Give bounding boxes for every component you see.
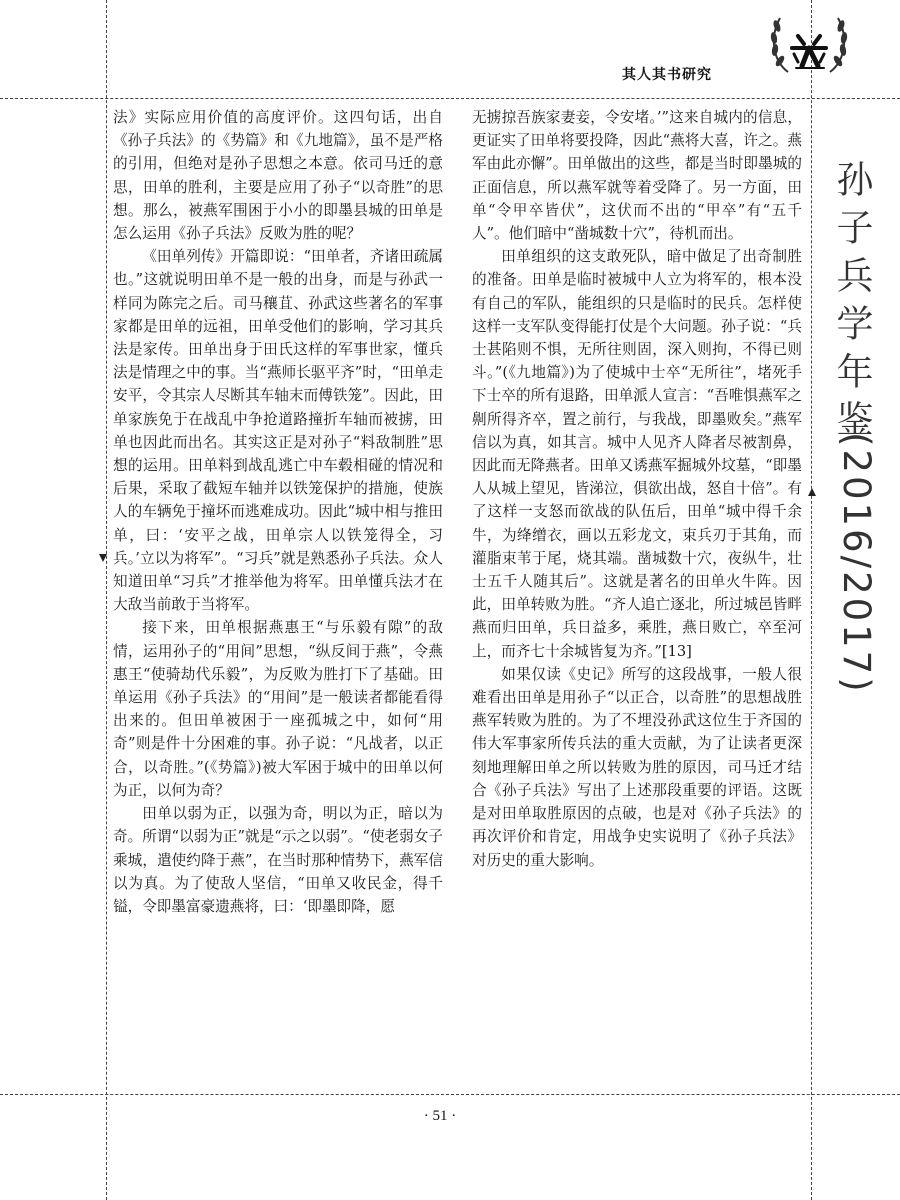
paragraph: 如果仅读《史记》所写的这段战事，一般人很难看出田单是用孙子“以正合，以奇胜”的思想战胜燕军转败为胜的。为了不埋没孙武这位生于齐国的伟大军事家所传兵法的重大贡献，为了让读者更深刻地理解田单之所以转败为胜的原因，司马迁才结合《孙子兵法》写出了上述那段重要的评语。这既是对田单取胜原因的点破，也是对《孙子兵法》的再次评价和肯定，用战争史实说明了《孙子兵法》对历史的重大影响。 [472, 665, 802, 869]
page-number: · 51 · [423, 1108, 457, 1124]
down-triangle-icon [99, 554, 107, 562]
paragraph: 《田单列传》开篇即说：“田单者，齐诸田疏属也。”这就说明田单不是一般的出身，而是与孙武一样同为陈完之后。司马穰苴、孙武这些著名的军事家都是田单的远祖，田单受他们的影响，学习其兵法是家传。田单出身于田氏这样的军事世家，懂兵法是情理之中的事。当“燕师长驱平齐”时，“田单走安平，令其宗人尽断其车轴末而傅铁笼”。因此，田单家族免于在战乱中争抢道路撞折车轴而被掳，田单也因此而出名。其实这正是对孙子“料敌制胜”思想的运用。田单料到战乱逃亡中车毂相碰的情况和后果，采取了截短车轴并以铁笼保护的措施，使族人的车辆免于撞坏而逃难成功。因此“城中相与推田单，曰：‘安平之战，田单宗人以铁笼得全，习兵。’立以为将军”。“习兵”就是熟悉孙子兵法。众人知道田单“习兵”才推举他为将军。田单懂兵法才在大敌当前敢于当将军。 [113, 248, 443, 614]
left-margin-line [106, 0, 107, 1200]
side-book-title: 孙子兵学年鉴 [830, 160, 873, 448]
up-triangle-icon [808, 488, 816, 496]
paragraph: 法》实际应用价值的高度评价。这四句话，出自《孙子兵法》的《势篇》和《九地篇》，虽不是严格的引用，但绝对是孙子思想之本意。依司马迁的意思，田单的胜利，主要是应用了孙子“以奇胜”的思想。那么，被燕军围困于小小的即墨县城的田单是怎么运用《孙子兵法》反败为胜的呢？ [113, 109, 443, 243]
paragraph: 田单组织的这支敢死队，暗中做足了出奇制胜的准备。田单是临时被城中人立为将军的，根本没有自己的军队，能组织的只是临时的民兵。怎样使这样一支军队变得能打仗是个大问题。孙子说：“兵士甚陷则不惧，无所往则固，深入则拘，不得已则斗。”(《九地篇》)为了使城中士卒“无所往”，堵死手下士卒的所有退路，田单派人宣言：“吾唯惧燕军之劓所得齐卒，置之前行，与我战，即墨败矣。”燕军信以为真，如其言。城中人见齐人降者尽被割鼻，因此而无降燕者。田单又诱燕军掘城外坟墓，“即墨人从城上望见，皆涕泣，俱欲出战，怒自十倍”。有了这样一支怒而欲战的队伍后，田单“城中得千余牛，为绛缯衣，画以五彩龙文，束兵刃于其角，而灌脂束苇于尾，烧其端。凿城数十穴，夜纵牛，壮士五千人随其后”。这就是著名的田单火牛阵。因此，田单转败为胜。“齐人追亡逐北，所过城邑皆畔燕而归田单，兵日益多，乘胜，燕日败亡，卒至河上，而齐七十余城皆复为齐。”[13] [472, 248, 802, 660]
left-column [113, 106, 443, 918]
right-margin-line [811, 0, 812, 1200]
journal-emblem-icon [768, 6, 850, 86]
bottom-margin-line [0, 1094, 900, 1095]
paragraph: 田单以弱为正，以强为奇，明以为正，暗以为奇。所谓“以弱为正”就是“示之以弱”。“使老弱女子乘城，遣使约降于燕”，在当时那种情势下，燕军信以为真。为了使敌人坚信，“田单又收民金，得千镒，令即墨富豪遗燕将，曰：‘即墨即降，愿 [113, 805, 443, 915]
side-year: (2016/2017) [835, 432, 878, 695]
paragraph: 无掳掠吾族家妻妾，令安堵。’”这来自城内的信息，更证实了田单将要投降，因此“燕将大喜，许之。燕军由此亦懈”。田单做出的这些，都是当时即墨城的正面信息，所以燕军就等着受降了。另一方面，田单“令甲卒皆伏”，这伏而不出的“甲卒”有“五千人”。他们暗中“凿城数十穴”，待机而出。 [472, 109, 802, 243]
section-title: 其人其书研究 [622, 67, 712, 83]
top-margin-line [0, 98, 900, 99]
paragraph: 接下来，田单根据燕惠王“与乐毅有隙”的敌情，运用孙子的“用间”思想，“纵反间于燕”，令燕惠王“使骑劫代乐毅”，为反败为胜打下了基础。田单运用《孙子兵法》的“用间”是一般读者都能看得出来的。但田单被困于一座孤城之中，如何“用奇”则是件十分困难的事。孙子说：“凡战者，以正合，以奇胜。”(《势篇》)被大军困于城中的田单以何为正，以何为奇？ [113, 619, 443, 799]
right-column [472, 106, 802, 872]
